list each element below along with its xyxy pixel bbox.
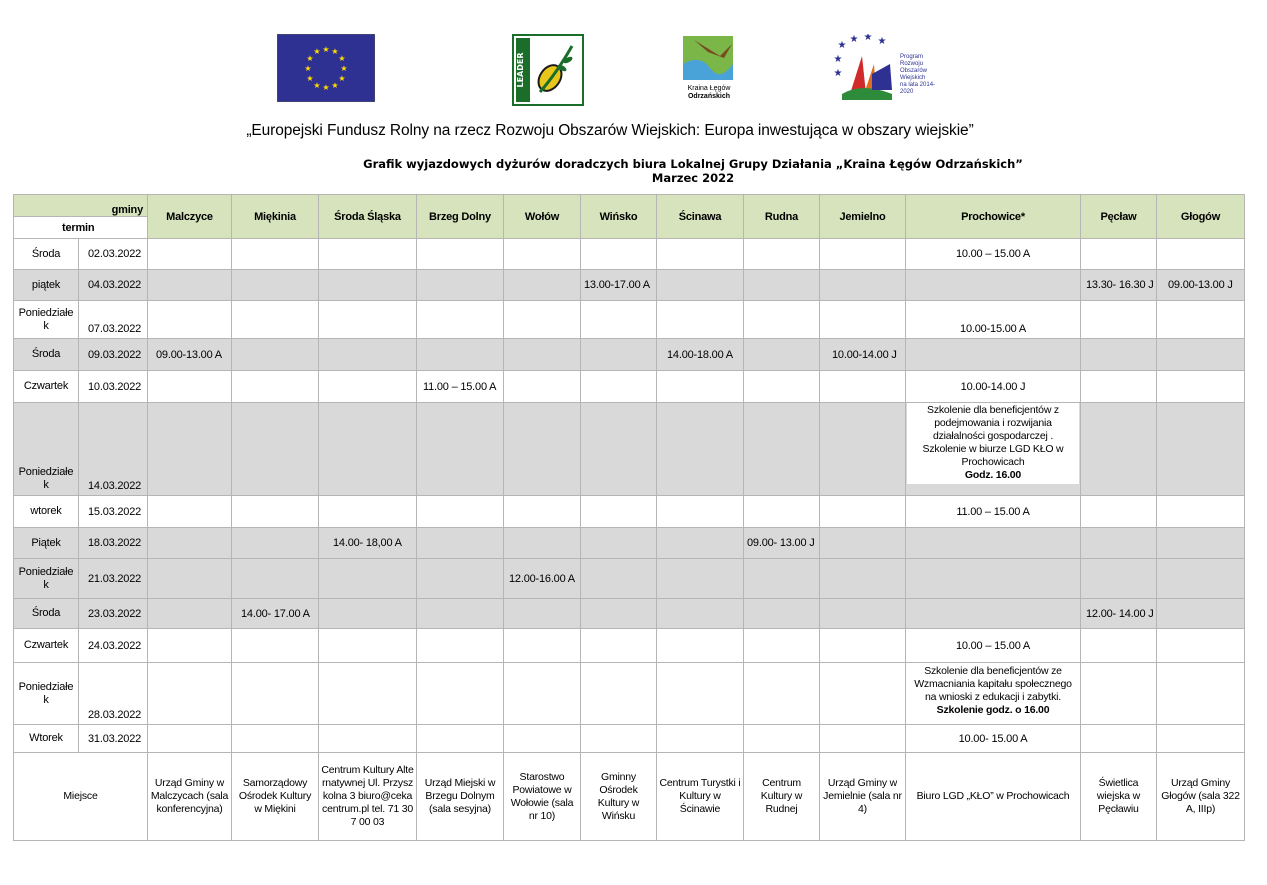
table-row — [14, 339, 1245, 371]
note-line: działalności gospodarczej . — [932, 430, 1054, 442]
scinawa-slot: 14.00-18.00 A — [657, 339, 744, 371]
svg-text:★: ★ — [306, 74, 314, 83]
venue-sroda: Centrum Kultury Alternatywnej Ul. Przyszkolna 3 biuro@cekacentrum.pl tel. 71 307 00 03 — [319, 753, 417, 841]
prow-logo — [832, 34, 940, 102]
table-row — [14, 725, 1245, 753]
note-line: Szkolenie dla beneficjentów z — [927, 404, 1059, 416]
prochowice-note-cell — [906, 663, 1081, 725]
svg-text:★: ★ — [837, 40, 847, 51]
svg-text:★: ★ — [833, 54, 843, 65]
note-line: Prochowicach — [961, 456, 1025, 468]
date-cell: 15.03.2022 — [79, 496, 148, 528]
date-cell: 31.03.2022 — [79, 725, 148, 753]
prochowice-note-cell — [906, 403, 1081, 496]
table-row — [14, 559, 1245, 599]
header-gminy: gminy — [14, 195, 148, 217]
sroda-slot: 14.00- 18,00 A — [319, 528, 417, 559]
svg-text:★: ★ — [322, 45, 330, 54]
note-line: Szkolenie godz. o 16.00 — [936, 704, 1050, 716]
svg-text:★: ★ — [322, 83, 330, 92]
brzeg-slot: 11.00 – 15.00 A — [417, 371, 504, 403]
header-col-glogow: Głogów — [1157, 195, 1245, 239]
note-line: Szkolenie dla beneficjentów ze — [924, 665, 1062, 677]
day-cell: Środa — [14, 599, 79, 629]
table-row — [14, 528, 1245, 559]
svg-text:★: ★ — [338, 54, 346, 63]
venue-malczyce: Urząd Gminy w Malczycach (sala konferencyjna) — [148, 753, 232, 841]
venue-prochowice: Biuro LGD „KŁO” w Prochowicach — [906, 753, 1081, 841]
svg-text:★: ★ — [331, 81, 339, 90]
header-row — [14, 195, 1245, 217]
day-cell: Czwartek — [14, 371, 79, 403]
venue-glogow: Urząd Gminy Głogów (sala 322 A, IIIp) — [1157, 753, 1245, 841]
klo-caption-2: Odrzańskich — [687, 93, 730, 100]
venue-wolow: Starostwo Powiatowe w Wołowie (sala nr 10) — [504, 753, 581, 841]
title-line-2: Marzec 2022 — [651, 171, 735, 185]
svg-text:★: ★ — [306, 54, 314, 63]
tagline: „Europejski Fundusz Rolny na rzecz Rozwoju Obszarów Wiejskich: Europa inwestująca w obszary wiejskie” — [246, 122, 974, 139]
eu-flag-logo — [277, 34, 375, 102]
date-cell: 14.03.2022 — [79, 403, 148, 496]
prow-line-1: Program — [900, 54, 924, 60]
header-col-jemielno: Jemielno — [820, 195, 906, 239]
date-cell: 21.03.2022 — [79, 559, 148, 599]
training-note — [908, 665, 1078, 717]
klo-caption-1: Kraina Łęgów — [687, 85, 731, 92]
note-line: Szkolenie w biurze LGD KŁO w — [922, 443, 1064, 455]
rudna-slot: 09.00- 13.00 J — [744, 528, 820, 559]
table-row — [14, 403, 1245, 496]
schedule-table — [13, 194, 1245, 841]
winsko-slot: 13.00-17.00 A — [581, 270, 657, 301]
header-col-wolow: Wołów — [504, 195, 581, 239]
date-cell: 10.03.2022 — [79, 371, 148, 403]
table-row — [14, 371, 1245, 403]
leader-logo — [512, 34, 584, 106]
glogow-slot: 09.00-13.00 J — [1157, 270, 1245, 301]
date-cell: 28.03.2022 — [79, 663, 148, 725]
day-cell: Poniedziałe k — [14, 403, 79, 496]
svg-text:★: ★ — [833, 68, 843, 79]
svg-text:★: ★ — [331, 47, 339, 56]
prow-line-3: Obszarów — [900, 68, 928, 74]
header-col-prochowice: Prochowice* — [906, 195, 1081, 239]
svg-text:★: ★ — [304, 64, 312, 73]
header-col-miekinia: Miękinia — [232, 195, 319, 239]
header-termin: termin — [14, 217, 148, 239]
header-col-scinawa: Ścinawa — [657, 195, 744, 239]
leader-text: LEADER — [516, 52, 525, 88]
klo-logo — [680, 34, 738, 106]
malczyce-slot: 09.00-13.00 A — [148, 339, 232, 371]
date-cell: 23.03.2022 — [79, 599, 148, 629]
date-cell: 18.03.2022 — [79, 528, 148, 559]
prochowice-slot: 10.00-15.00 A — [906, 301, 1081, 339]
day-cell: wtorek — [14, 496, 79, 528]
day-cell: Środa — [14, 339, 79, 371]
note-line: Wzmacniania kapitału społecznego — [914, 678, 1072, 690]
day-cell: Poniedziałe k — [14, 663, 79, 725]
day-cell: Poniedziałe k — [14, 559, 79, 599]
header-col-rudna: Rudna — [744, 195, 820, 239]
table-row — [14, 629, 1245, 663]
page-title — [0, 157, 1267, 185]
header-col-peclaw: Pęcław — [1081, 195, 1157, 239]
day-cell: Czwartek — [14, 629, 79, 663]
svg-text:★: ★ — [849, 34, 859, 45]
prow-emblem-icon — [832, 34, 898, 102]
venue-jemielno: Urząd Gminy w Jemielnie (sala nr 4) — [820, 753, 906, 841]
table-row — [14, 270, 1245, 301]
venue-peclaw: Świetlica wiejska w Pęcławiu — [1081, 753, 1157, 841]
date-cell: 07.03.2022 — [79, 301, 148, 339]
header-col-malczyce: Malczyce — [148, 195, 232, 239]
wolow-slot: 12.00-16.00 A — [504, 559, 581, 599]
date-cell: 04.03.2022 — [79, 270, 148, 301]
svg-text:★: ★ — [863, 34, 873, 43]
header-col-winsko: Wińsko — [581, 195, 657, 239]
day-cell: piątek — [14, 270, 79, 301]
svg-text:★: ★ — [338, 74, 346, 83]
note-line: podejmowania i rozwijania — [934, 417, 1052, 429]
svg-text:★: ★ — [313, 81, 321, 90]
date-cell: 09.03.2022 — [79, 339, 148, 371]
table-row — [14, 239, 1245, 270]
prow-line-5: na lata 2014-2020 — [900, 82, 936, 95]
day-cell: Piątek — [14, 528, 79, 559]
venue-scinawa: Centrum Turystki i Kultury w Ścinawie — [657, 753, 744, 841]
logos-bar — [0, 34, 1267, 106]
prow-line-4: Wiejskich — [900, 75, 926, 81]
prochowice-slot: 10.00 – 15.00 A — [906, 629, 1081, 663]
venue-rudna: Centrum Kultury w Rudnej — [744, 753, 820, 841]
table-row — [14, 301, 1245, 339]
date-cell: 24.03.2022 — [79, 629, 148, 663]
table-row — [14, 663, 1245, 725]
day-cell: Środa — [14, 239, 79, 270]
klo-emblem-icon — [680, 34, 738, 84]
note-line: na wnioski z edukacji i zabytki. — [925, 691, 1061, 703]
prochowice-slot: 11.00 – 15.00 A — [906, 496, 1081, 528]
day-cell: Wtorek — [14, 725, 79, 753]
prochowice-slot: 10.00 – 15.00 A — [906, 239, 1081, 270]
note-line: Godz. 16.00 — [964, 469, 1022, 481]
jemielno-slot: 10.00-14.00 J — [820, 339, 906, 371]
peclaw-slot: 13.30- 16.30 J — [1081, 270, 1157, 301]
venue-row — [14, 753, 1245, 841]
venue-winsko: Gminny Ośrodek Kultury w Wińsku — [581, 753, 657, 841]
prochowice-slot: 10.00-14.00 J — [906, 371, 1081, 403]
svg-text:★: ★ — [313, 47, 321, 56]
venue-brzeg: Urząd Miejski w Brzegu Dolnym (sala sesyjna) — [417, 753, 504, 841]
table-row — [14, 599, 1245, 629]
venue-label: Miejsce — [14, 753, 148, 841]
svg-text:★: ★ — [877, 36, 887, 47]
miekinia-slot: 14.00- 17.00 A — [232, 599, 319, 629]
prow-line-2: Rozwoju — [900, 61, 924, 67]
prochowice-slot: 10.00- 15.00 A — [906, 725, 1081, 753]
peclaw-slot: 12.00- 14.00 J — [1081, 599, 1157, 629]
training-note — [907, 403, 1079, 484]
venue-miekinia: Samorządowy Ośrodek Kultury w Miękini — [232, 753, 319, 841]
header-col-sroda: Środa Śląska — [319, 195, 417, 239]
table-row — [14, 496, 1245, 528]
svg-text:★: ★ — [340, 64, 348, 73]
title-line-1: Grafik wyjazdowych dyżurów doradczych biura Lokalnej Grupy Działania „Kraina Łęgów Odrzańskich” — [363, 157, 1023, 171]
header-col-brzeg: Brzeg Dolny — [417, 195, 504, 239]
day-cell: Poniedziałe k — [14, 301, 79, 339]
date-cell: 02.03.2022 — [79, 239, 148, 270]
